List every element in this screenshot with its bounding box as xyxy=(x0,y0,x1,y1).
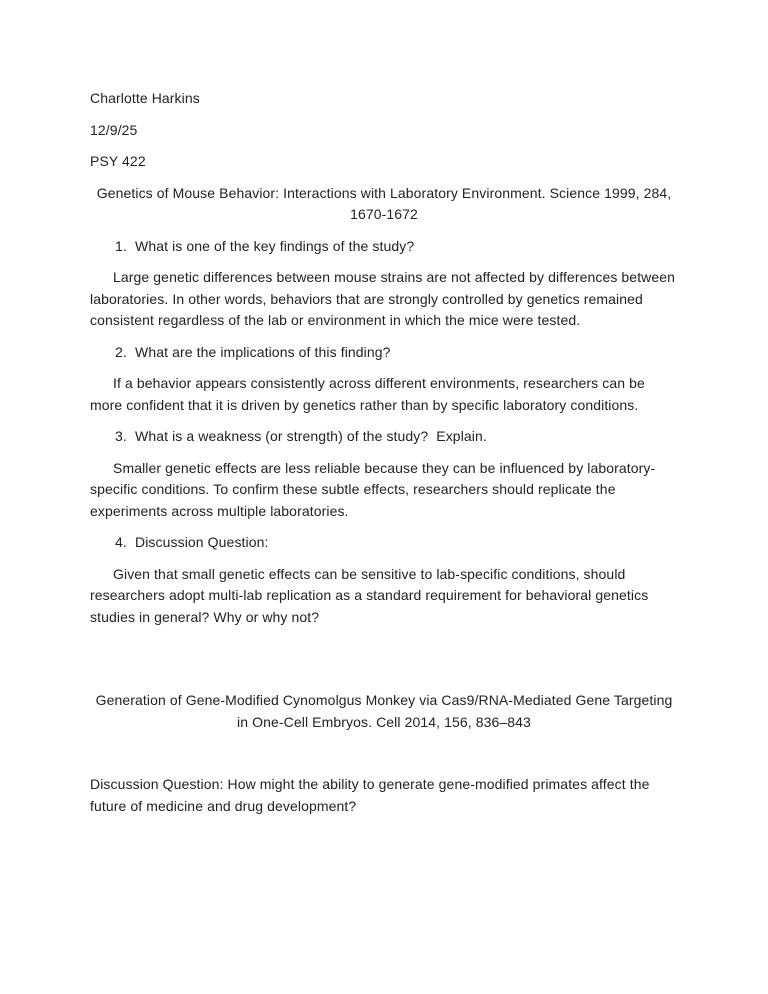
citation-cell-2014: Generation of Gene-Modified Cynomolgus Monkey via Cas9/RNA-Mediated Gene Targeting in One-Cell Embryos. Cell 2014, 156, 836–843 xyxy=(95,692,677,730)
answer-4: Given that small genetic effects can be sensitive to lab-specific conditions, should researchers adopt multi-lab replication as a standard requirement for behavioral genetics studies in general? Why or why not? xyxy=(90,565,653,625)
answer-1: Large genetic differences between mouse strains are not affected by differences between laboratories. In other words, behaviors that are strongly controlled by genetics remained consistent regardless of the lab or environment in which the mice were tested. xyxy=(90,269,680,328)
question-4 xyxy=(90,532,678,554)
date-line: 12/9/25 xyxy=(90,121,138,138)
answer-2: If a behavior appears consistently across different environments, researchers can be more confident that it is driven by genetics rather than by specific laboratory conditions. xyxy=(90,375,649,413)
blank-space-between-sections xyxy=(90,638,678,690)
question-3-text: What is a weakness (or strength) of the study? Explain. xyxy=(135,428,487,444)
question-4-text: Discussion Question: xyxy=(135,534,269,550)
citation-science-1999: Genetics of Mouse Behavior: Interactions with Laboratory Environment. Science 1999, 284, 1670-1672 xyxy=(96,184,676,222)
question-2-text: What are the implications of this finding? xyxy=(135,343,391,360)
question-1 xyxy=(90,236,678,258)
answer-3: Smaller genetic effects are less reliable because they can be influenced by laboratory-specific conditions. To confirm these subtle effects, researchers should replicate the experiments across multiple laboratories. xyxy=(90,459,656,519)
course-line: PSY 422 xyxy=(90,153,146,169)
question-3 xyxy=(90,426,678,448)
discussion-question-cell-paper: Discussion Question: How might the ability to generate gene-modified primates affect the future of medicine and drug development? xyxy=(90,776,654,814)
question-1-text: What is one of the key findings of the study? xyxy=(135,237,415,254)
question-4-number: 4. xyxy=(115,534,127,550)
question-2-number: 2. xyxy=(115,343,127,360)
question-2 xyxy=(90,342,678,364)
question-1-number: 1. xyxy=(115,237,127,254)
question-3-number: 3. xyxy=(115,428,127,444)
author-line: Charlotte Harkins xyxy=(90,90,200,106)
blank-space-before-discussion xyxy=(90,743,678,774)
